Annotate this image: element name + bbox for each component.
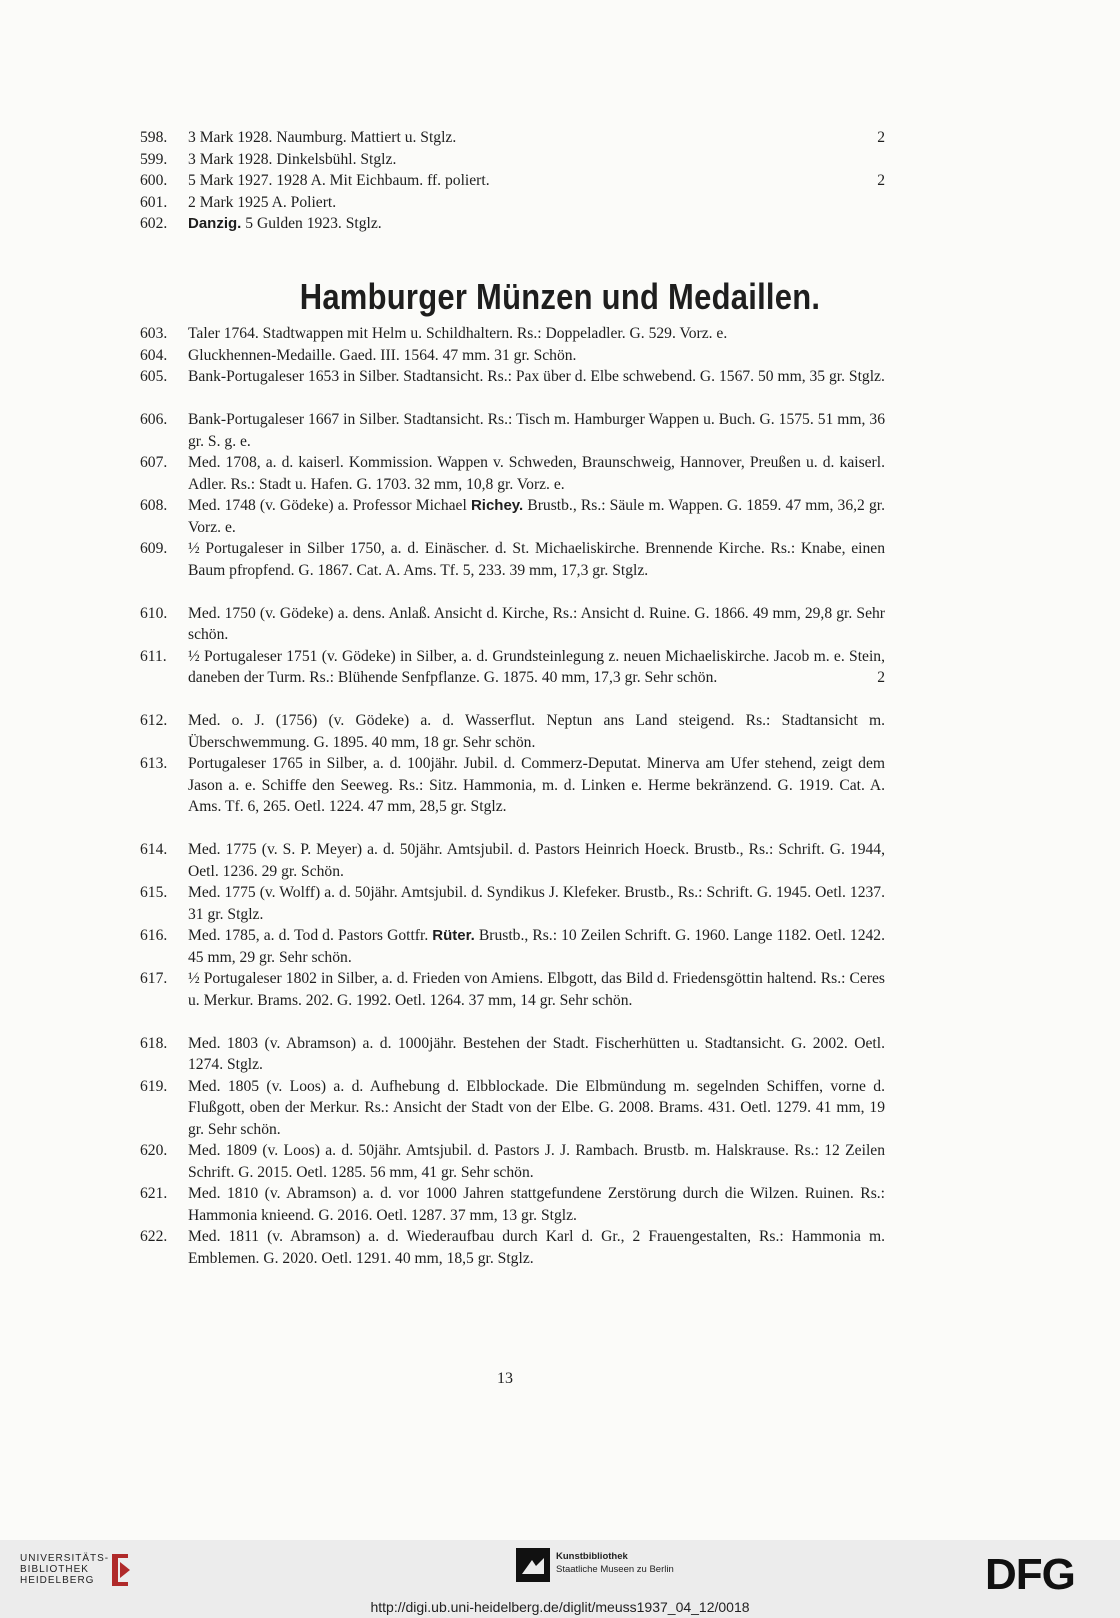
lot-number: 602. — [140, 215, 168, 232]
lot-text: Brustb., Rs.: Säule m. Wappen. G. 1859. 47 mm, 36,2 gr. Vorz. e. — [188, 497, 885, 536]
lot-description — [188, 1183, 885, 1226]
lot-text: Bank-Portugaleser 1667 in Silber. Stadtansicht. Rs.: Tisch m. Hamburger Wappen u. Buch. G. 1575. 51 mm, 36 gr. S. g. e. — [188, 411, 885, 450]
lot-entry — [140, 882, 885, 925]
lot-entry — [140, 839, 885, 882]
lot-number: 604. — [140, 346, 168, 364]
lot-price: 2 — [877, 129, 885, 146]
lot-number: 619. — [140, 1077, 168, 1095]
lot-number: 600. — [140, 172, 168, 189]
lot-text: Med. 1708, a. d. kaiserl. Kommission. Wappen v. Schweden, Braunschweig, Hannover, Preußen u. d. kaiserl. Adler. Rs.: Stadt u. Hafen. G. 1703. 32 mm, 10,8 gr. Vorz. e. — [188, 454, 885, 493]
lot-description — [188, 366, 885, 388]
lot-text: Gluckhennen-Medaille. Gaed. III. 1564. 47 mm. 31 gr. Schön. — [188, 346, 577, 364]
lot-description — [188, 925, 885, 968]
lot-entry — [140, 127, 885, 149]
section-heading: Hamburger Münzen und Medaillen. — [299, 276, 821, 317]
lot-number: 605. — [140, 368, 168, 385]
page-number: 13 — [497, 1370, 513, 1387]
kunst-line-2: Staatliche Museen zu Berlin — [556, 1564, 674, 1575]
lot-number: 617. — [140, 970, 168, 987]
lot-entry — [140, 538, 885, 581]
lot-entry — [140, 213, 885, 235]
lot-entry — [140, 323, 885, 345]
lot-entry — [140, 968, 885, 1011]
lot-bold-name: Richey. — [470, 497, 524, 514]
lot-text: Med. 1803 (v. Abramson) a. d. 1000jähr. Bestehen der Stadt. Fischerhütten u. Stadtansicht. G. 2002. Oetl. 1274. Stglz. — [188, 1034, 885, 1073]
lot-description — [188, 839, 885, 882]
lot-description — [188, 192, 885, 214]
lot-entry — [140, 366, 885, 388]
kunstbibliothek-logo-icon[interactable] — [516, 1548, 550, 1582]
lot-entry — [140, 1033, 885, 1076]
lot-number: 618. — [140, 1034, 168, 1052]
lot-description — [188, 646, 885, 689]
lot-description — [188, 345, 885, 367]
kunstbibliothek-label — [556, 1550, 674, 1576]
lot-entry — [140, 1226, 885, 1269]
lot-number: 607. — [140, 454, 168, 471]
lot-text: 2 Mark 1925 A. Poliert. — [188, 193, 337, 211]
uni-line-1: UNIVERSITÄTS- — [20, 1553, 110, 1564]
lot-number: 598. — [140, 129, 168, 146]
lot-text: Med. 1775 (v. Wolff) a. d. 50jähr. Amtsjubil. d. Syndikus J. Klefeker. Brustb., Rs.: Schrift. G. 1945. Oetl. 1237. 31 gr. Stglz. — [188, 884, 885, 923]
lot-text: Brustb., Rs.: 10 Zeilen Schrift. G. 1960. Lange 1182. Oetl. 1242. 45 mm, 29 gr. Sehr schön. — [188, 927, 885, 966]
lot-text: Med. 1810 (v. Abramson) a. d. vor 1000 Jahren stattgefundene Zerstörung durch die Wilzen. Ruinen. Rs.: Hammonia knieend. G. 2016. Oetl. 1287. 37 mm, 13 gr. Stglz. — [188, 1185, 885, 1224]
lot-bold-name: Danzig. — [188, 215, 242, 232]
lot-text: 5 Mark 1927. 1928 A. Mit Eichbaum. ff. poliert. — [188, 172, 490, 189]
lot-entry — [140, 409, 885, 452]
lot-text: 3 Mark 1928. Naumburg. Mattiert u. Stglz. — [188, 129, 457, 146]
lot-description — [188, 1033, 885, 1076]
lot-description — [188, 603, 885, 646]
lot-price: 2 — [877, 669, 885, 686]
lot-text: Taler 1764. Stadtwappen mit Helm u. Schildhaltern. Rs.: Doppeladler. G. 529. Vorz. e. — [188, 325, 728, 342]
lot-entry — [140, 345, 885, 367]
lot-description — [188, 1076, 885, 1141]
lot-entry — [140, 925, 885, 968]
lot-description — [188, 1140, 885, 1183]
uni-line-3: HEIDELBERG — [20, 1575, 95, 1586]
lot-description — [188, 882, 885, 925]
university-library-logo[interactable] — [20, 1553, 109, 1586]
lot-entry — [140, 646, 885, 689]
lot-number: 606. — [140, 411, 168, 428]
lot-number: 609. — [140, 540, 168, 557]
lot-entry — [140, 192, 885, 214]
lot-number: 611. — [140, 647, 167, 665]
lot-number: 620. — [140, 1142, 168, 1159]
lot-number: 616. — [140, 927, 168, 944]
lot-entry — [140, 495, 885, 538]
lot-entry — [140, 1140, 885, 1183]
lot-number: 613. — [140, 755, 168, 772]
lot-entry — [140, 603, 885, 646]
lot-entry — [140, 1076, 885, 1141]
lot-description — [188, 1226, 885, 1269]
lot-number: 612. — [140, 712, 168, 729]
lot-entry — [140, 710, 885, 753]
lot-number: 601. — [140, 193, 168, 211]
lot-text: ½ Portugaleser 1751 (v. Gödeke) in Silber, a. d. Grundsteinlegung z. neuen Michaeliskirche. Jacob m. e. Stein, daneben der Turm. Rs.: Blühende Senfpflanze. G. 1875. 40 mm, 17,3 gr. Sehr schön. — [188, 647, 885, 686]
lot-description — [188, 495, 885, 538]
lot-text: Med. 1750 (v. Gödeke) a. dens. Anlaß. Ansicht d. Kirche, Rs.: Ansicht d. Ruine. G. 1866. 49 mm, 29,8 gr. Sehr schön. — [188, 604, 885, 643]
lot-text-prefix: Med. 1748 (v. Gödeke) a. Professor Michael — [188, 497, 471, 514]
lot-description — [188, 213, 885, 235]
lot-number: 603. — [140, 325, 168, 342]
lot-description — [188, 149, 885, 171]
lot-description — [188, 968, 885, 1011]
lot-text: Portugaleser 1765 in Silber, a. d. 100jähr. Jubil. d. Commerz-Deputat. Minerva am Ufer stehend, zeigt dem Jason a. e. Schiffe den Seeweg. Rs.: Sitz. Hammonia, m. d. Linken e. Herme bekränzend. G. 1919. Cat. A. Ams. Tf. 6, 265. Oetl. 1224. 47 mm, 28,5 gr. Stglz. — [188, 755, 885, 815]
lot-description — [188, 323, 885, 345]
lot-number: 622. — [140, 1228, 168, 1245]
dfg-logo[interactable]: DFG — [985, 1550, 1075, 1599]
lot-text: Med. 1805 (v. Loos) a. d. Aufhebung d. Elbblockade. Die Elbmündung m. segelnden Schiffen, vorne d. Flußgott, oben der Merkur. Rs.: Ansicht der Stadt von der Elbe. G. 2008. Brams. 431. Oetl. 1279. 41 mm, 19 gr. Sehr schön. — [188, 1077, 885, 1138]
footer-bar — [0, 1540, 1120, 1618]
lot-text: ½ Portugaleser 1802 in Silber, a. d. Frieden von Amiens. Elbgott, das Bild d. Friedensgöttin haltend. Rs.: Ceres u. Merkur. Brams. 202. G. 1992. Oetl. 1264. 37 mm, 14 gr. Sehr schön. — [188, 970, 885, 1009]
lot-text: 3 Mark 1928. Dinkelsbühl. Stglz. — [188, 150, 397, 168]
lot-description — [188, 409, 885, 452]
lot-text-prefix: Med. 1785, a. d. Tod d. Pastors Gottfr. — [188, 927, 433, 944]
lot-description — [188, 127, 885, 149]
lot-entry — [140, 149, 885, 171]
lot-description — [188, 710, 885, 753]
lot-number: 614. — [140, 841, 168, 858]
lot-price: 2 — [877, 172, 885, 189]
lot-entry — [140, 170, 885, 192]
lot-text: 5 Gulden 1923. Stglz. — [241, 215, 382, 232]
lot-number: 621. — [140, 1185, 168, 1202]
lot-entry — [140, 1183, 885, 1226]
lot-text: Bank-Portugaleser 1653 in Silber. Stadtansicht. Rs.: Pax über d. Elbe schwebend. G. 1567. 50 mm, 35 gr. Stglz. — [188, 368, 885, 385]
lot-text: ½ Portugaleser in Silber 1750, a. d. Einäscher. d. St. Michaeliskirche. Brennende Kirche. Rs.: Knabe, einen Baum pfropfend. G. 1867. Cat. A. Ams. Tf. 5, 233. 39 mm, 17,3 gr. Stglz. — [188, 540, 885, 579]
lot-entry — [140, 452, 885, 495]
lot-description — [188, 170, 885, 192]
lot-text: Med. 1809 (v. Loos) a. d. 50jähr. Amtsjubil. d. Pastors J. J. Rambach. Brustb. m. Halskrause. Rs.: 12 Zeilen Schrift. G. 2015. Oetl. 1285. 56 mm, 41 gr. Sehr schön. — [188, 1142, 885, 1181]
lot-description — [188, 538, 885, 581]
lot-bold-name: Rüter. — [432, 927, 475, 944]
lot-entry — [140, 753, 885, 818]
lot-number: 610. — [140, 604, 168, 622]
kunst-line-1: Kunstbibliothek — [556, 1551, 628, 1562]
lot-text: Med. o. J. (1756) (v. Gödeke) a. d. Wasserflut. Neptun ans Land steigend. Rs.: Stadtansicht m. Überschwemmung. G. 1895. 40 mm, 18 gr. Sehr schön. — [188, 712, 885, 751]
lot-text: Med. 1775 (v. S. P. Meyer) a. d. 50jähr. Amtsjubil. d. Pastors Heinrich Hoeck. Brustb., Rs.: Schrift. G. 1944, Oetl. 1236. 29 gr. Schön. — [188, 841, 885, 880]
lot-text: Med. 1811 (v. Abramson) a. d. Wiederaufbau durch Karl d. Gr., 2 Frauengestalten, Rs.: Hammonia m. Emblemen. G. 2020. Oetl. 1291. 40 mm, 18,5 gr. Stglz. — [188, 1228, 885, 1267]
lot-number: 599. — [140, 150, 168, 168]
lot-description — [188, 452, 885, 495]
lot-description — [188, 753, 885, 818]
uni-line-2: BIBLIOTHEK — [20, 1564, 89, 1575]
lot-number: 608. — [140, 497, 168, 514]
university-mark-icon — [108, 1550, 134, 1590]
lot-number: 615. — [140, 884, 168, 901]
permalink-url[interactable]: http://digi.ub.uni-heidelberg.de/diglit/meuss1937_04_12/0018 — [370, 1599, 750, 1615]
